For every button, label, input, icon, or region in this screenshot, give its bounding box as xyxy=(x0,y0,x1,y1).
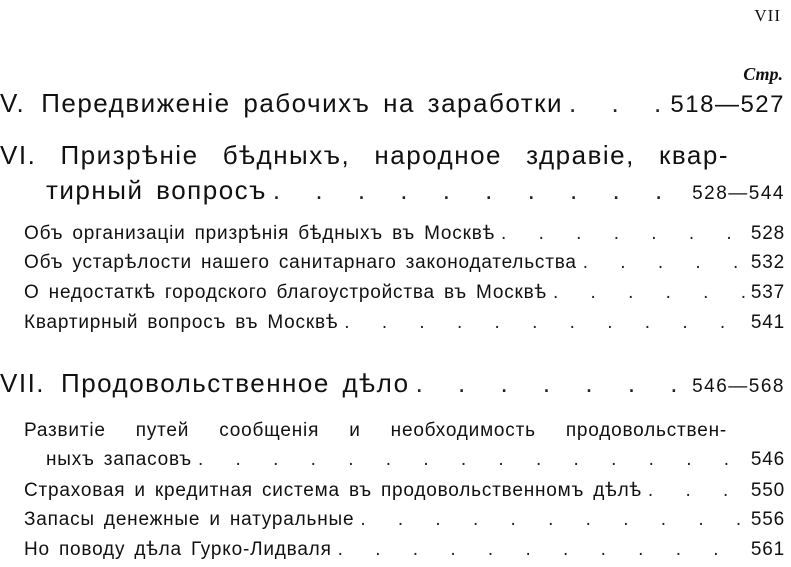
section-number: V. xyxy=(0,88,26,118)
item-title: Объ устарѣлости нашего санитарнаго законодательства xyxy=(24,252,577,273)
item-title: Но поводу дѣла Гурко-Лидваля xyxy=(24,539,332,560)
section-title: Продовольственное дѣло xyxy=(61,368,410,398)
dot-leader xyxy=(332,539,751,561)
toc-item xyxy=(24,480,785,502)
dot-leader xyxy=(192,449,751,471)
item-page: 528 xyxy=(750,223,785,244)
section-pages: 528—544 xyxy=(692,183,785,204)
dot-leader xyxy=(338,312,751,334)
toc-item xyxy=(24,312,785,334)
item-title: О недостаткѣ городского благоустройства въ Москвѣ xyxy=(24,282,547,303)
toc-section-vi-line1 xyxy=(0,140,729,171)
item-page: 541 xyxy=(750,312,785,333)
item-title-line1: Развитіе путей сообщенія и необходимость продовольствен- xyxy=(24,420,727,441)
page-column-label: Стр. xyxy=(743,64,783,84)
toc-item xyxy=(24,282,785,304)
toc-item xyxy=(24,509,785,531)
section-number: VII. xyxy=(0,368,46,398)
item-title: Объ организаціи призрѣнія бѣдныхъ въ Москвѣ xyxy=(24,223,496,244)
dot-leader xyxy=(547,282,751,304)
dot-leader xyxy=(354,509,751,531)
toc-item-line1 xyxy=(24,420,727,442)
section-number: VI. xyxy=(0,140,37,170)
dot-leader xyxy=(267,175,692,206)
item-page: 561 xyxy=(750,539,785,560)
dot-leader xyxy=(577,252,751,274)
toc-item xyxy=(46,449,785,471)
toc-item xyxy=(24,223,785,245)
dot-leader xyxy=(410,368,693,399)
section-title-line2: тирный вопросъ xyxy=(46,175,267,205)
toc-item xyxy=(24,252,785,274)
section-pages: 546—568 xyxy=(692,376,785,397)
item-page: 532 xyxy=(750,252,785,273)
section-title-line1: Призрѣніе бѣдныхъ, народное здравіе, квар- xyxy=(60,140,729,170)
item-page: 546 xyxy=(750,449,785,470)
item-page: 550 xyxy=(750,480,785,501)
toc-section-v xyxy=(0,88,785,119)
dot-leader xyxy=(563,88,670,119)
toc-section-vi-line2 xyxy=(46,175,785,206)
toc-section-vii xyxy=(0,368,785,399)
dot-leader xyxy=(642,480,751,502)
item-title-line2: ныхъ запасовъ xyxy=(46,449,192,470)
item-page: 537 xyxy=(750,282,785,303)
toc-item xyxy=(24,539,785,561)
item-page: 556 xyxy=(750,509,785,530)
item-title: Квартирный вопросъ въ Москвѣ xyxy=(24,312,339,333)
section-pages: 518—527 xyxy=(670,91,785,118)
item-title: Страховая и кредитная система въ продовольственномъ дѣлѣ xyxy=(24,480,642,501)
page-number: VII xyxy=(754,6,781,25)
section-title: Передвиженіе рабочихъ на заработки xyxy=(41,88,564,118)
dot-leader xyxy=(495,223,751,245)
item-title: Запасы денежные и натуральные xyxy=(24,509,355,530)
